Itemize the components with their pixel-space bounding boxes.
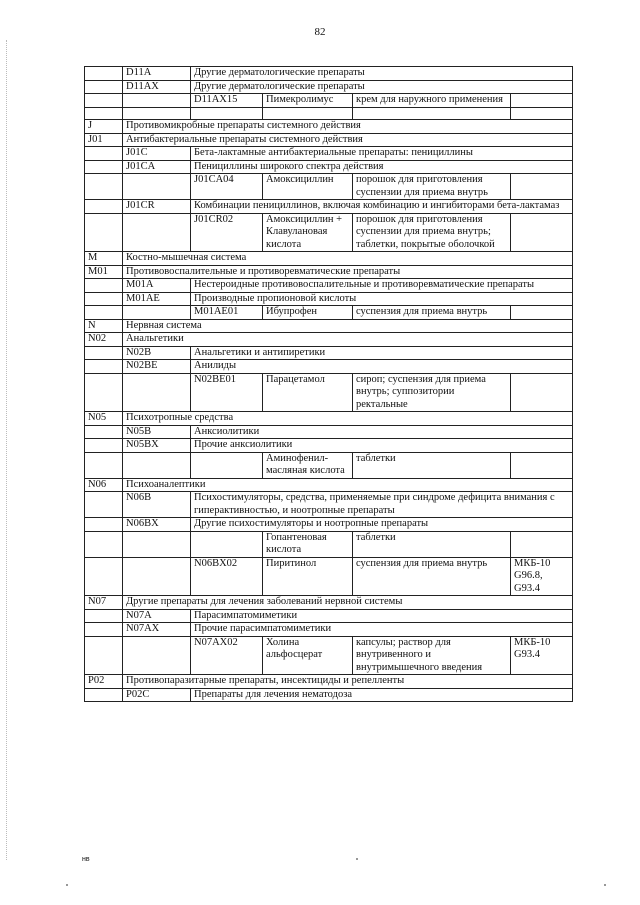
dosage-form: капсулы; раствор для внутривенного и внутримышечного введения (353, 637, 511, 676)
table-row (85, 518, 573, 532)
dosage-form: таблетки (353, 532, 511, 558)
drug-name: Пимекролимус (263, 94, 353, 108)
atc-code: N06BX (123, 518, 191, 532)
atc-code: N05BX (123, 439, 191, 453)
group-name: Психотропные средства (123, 412, 573, 426)
group-name: Анилиды (191, 360, 573, 374)
table-row (85, 689, 573, 703)
table-row (85, 81, 573, 95)
table-row (85, 596, 573, 610)
group-name: Другие препараты для лечения заболеваний нервной системы (123, 596, 573, 610)
table-row (85, 610, 573, 624)
atc-code: N07 (85, 596, 123, 610)
dosage-form: порошок для приготовления суспензии для приема внутрь (353, 174, 511, 200)
group-name: Нервная система (123, 320, 573, 334)
scan-speck (356, 858, 358, 860)
table-row (85, 67, 573, 81)
group-name: Психостимуляторы, средства, применяемые при синдроме дефицита внимания с гиперактивностью, и ноотропные препараты (191, 492, 573, 518)
table-row (85, 174, 573, 200)
page-number: 82 (314, 26, 326, 38)
atc-code: J01CR (123, 200, 191, 214)
note-cell (511, 374, 573, 413)
table-row (85, 426, 573, 440)
drug-table (84, 66, 573, 702)
scan-speck (66, 884, 68, 886)
dosage-form: таблетки (353, 453, 511, 479)
scan-edge-line (6, 40, 8, 860)
group-name: Пенициллины широкого спектра действия (191, 161, 573, 175)
atc-code: N02BE (123, 360, 191, 374)
drug-name: Амоксициллин + Клавулановая кислота (263, 214, 353, 253)
atc-code: J01CA04 (191, 174, 263, 200)
table-row (85, 214, 573, 253)
group-name: Анальгетики и антипиретики (191, 347, 573, 361)
group-name: Противопаразитарные препараты, инсектициды и репелленты (123, 675, 573, 689)
drug-name: Ибупрофен (263, 306, 353, 320)
atc-code: M01AE (123, 293, 191, 307)
table-row (85, 161, 573, 175)
table-row (85, 439, 573, 453)
dosage-form: крем для наружного применения (353, 94, 511, 108)
table-row (85, 532, 573, 558)
drug-name: Холина альфосцерат (263, 637, 353, 676)
atc-code: J01 (85, 134, 123, 148)
group-name: Костно-мышечная система (123, 252, 573, 266)
atc-code: N02 (85, 333, 123, 347)
table-row (85, 120, 573, 134)
atc-code: M01AE01 (191, 306, 263, 320)
drug-name: Пиритинол (263, 558, 353, 597)
note-cell (511, 306, 573, 320)
table-row (85, 266, 573, 280)
note-cell: МКБ-10 G93.4 (511, 637, 573, 676)
atc-code: N07AX02 (191, 637, 263, 676)
table-row (85, 333, 573, 347)
table-row (85, 347, 573, 361)
atc-code: N02B (123, 347, 191, 361)
group-name: Антибактериальные препараты системного действия (123, 134, 573, 148)
atc-code: N06BX02 (191, 558, 263, 597)
footer-mark: нв (82, 856, 90, 863)
table-row (85, 252, 573, 266)
table-row (85, 374, 573, 413)
table-row (85, 637, 573, 676)
table-row (85, 147, 573, 161)
atc-code: N06 (85, 479, 123, 493)
table-row (85, 200, 573, 214)
atc-code (191, 453, 263, 479)
note-cell (511, 453, 573, 479)
group-name: Препараты для лечения нематодоза (191, 689, 573, 703)
group-name: Другие психостимуляторы и ноотропные препараты (191, 518, 573, 532)
table-row (85, 623, 573, 637)
atc-code: N07A (123, 610, 191, 624)
note-cell: МКБ-10 G96.8, G93.4 (511, 558, 573, 597)
table-row (85, 453, 573, 479)
group-name: Комбинации пенициллинов, включая комбинацию и ингибиторами бета-лактамаз (191, 200, 573, 214)
drug-name: Гопантеновая кислота (263, 532, 353, 558)
table-row (85, 412, 573, 426)
note-cell (511, 532, 573, 558)
drug-name: Амоксициллин (263, 174, 353, 200)
atc-code: N05 (85, 412, 123, 426)
atc-code: J (85, 120, 123, 134)
atc-code: J01C (123, 147, 191, 161)
atc-code: D11AX15 (191, 94, 263, 108)
table-row (85, 360, 573, 374)
group-name: Другие дерматологические препараты (191, 81, 573, 95)
group-name: Прочие парасимпатомиметики (191, 623, 573, 637)
group-name: Бета-лактамные антибактериальные препараты: пенициллины (191, 147, 573, 161)
atc-code: N02BE01 (191, 374, 263, 413)
note-cell (511, 94, 573, 108)
group-name: Анксиолитики (191, 426, 573, 440)
table-row (85, 134, 573, 148)
table-row (85, 320, 573, 334)
group-name: Нестероидные противовоспалительные и противоревматические препараты (191, 279, 573, 293)
atc-code: N06B (123, 492, 191, 518)
atc-code: M (85, 252, 123, 266)
dosage-form: порошок для приготовления суспензии для приема внутрь; таблетки, покрытые оболочкой (353, 214, 511, 253)
group-name: Другие дерматологические препараты (191, 67, 573, 81)
dosage-form: суспензия для приема внутрь (353, 306, 511, 320)
atc-code: N07AX (123, 623, 191, 637)
table-row (85, 94, 573, 108)
table-row (85, 479, 573, 493)
dosage-form: сироп; суспензия для приема внутрь; суппозитории ректальные (353, 374, 511, 413)
drug-name: Парацетамол (263, 374, 353, 413)
table-row (85, 558, 573, 597)
atc-code: P02 (85, 675, 123, 689)
group-name: Противовоспалительные и противоревматические препараты (123, 266, 573, 280)
group-name: Психоаналептики (123, 479, 573, 493)
table-row (85, 279, 573, 293)
atc-code: M01 (85, 266, 123, 280)
drug-name: Аминофенил-масляная кислота (263, 453, 353, 479)
note-cell (511, 174, 573, 200)
atc-code: N05B (123, 426, 191, 440)
atc-code: D11A (123, 67, 191, 81)
atc-code: J01CR02 (191, 214, 263, 253)
table-row-spacer (85, 108, 573, 121)
group-name: Производные пропионовой кислоты (191, 293, 573, 307)
atc-code: M01A (123, 279, 191, 293)
atc-code: J01CA (123, 161, 191, 175)
group-name: Анальгетики (123, 333, 573, 347)
atc-code: P02C (123, 689, 191, 703)
group-name: Противомикробные препараты системного действия (123, 120, 573, 134)
dosage-form: суспензия для приема внутрь (353, 558, 511, 597)
group-name: Прочие анксиолитики (191, 439, 573, 453)
note-cell (511, 214, 573, 253)
atc-code (191, 532, 263, 558)
table-row (85, 492, 573, 518)
table-row (85, 675, 573, 689)
table-row (85, 306, 573, 320)
group-name: Парасимпатомиметики (191, 610, 573, 624)
table-row (85, 293, 573, 307)
scan-speck (604, 884, 606, 886)
atc-code: D11AX (123, 81, 191, 95)
atc-code: N (85, 320, 123, 334)
